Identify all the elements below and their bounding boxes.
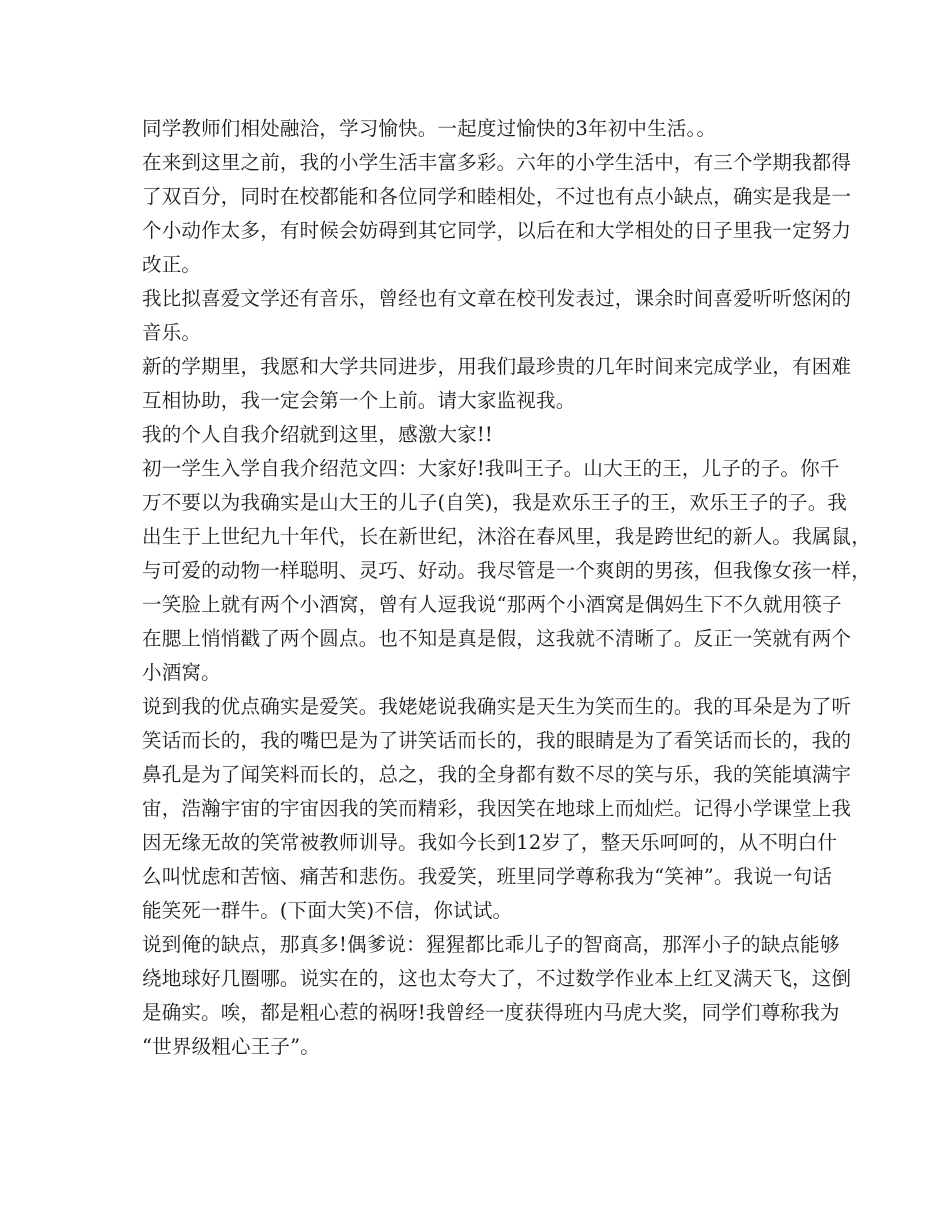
text-line: 是确实。唉，都是粗心惹的祸呀!我曾经一度获得班内马虎大奖，同学们尊称我为: [142, 1001, 840, 1024]
text-line: 了双百分，同时在校都能和各位同学和睦相处，不过也有点小缺点，确实是我是一: [142, 185, 852, 208]
text-line: 绕地球好几圈哪。说实在的，这也太夸大了，不过数学作业本上红叉满天飞，这倒: [142, 967, 852, 990]
text-line: 新的学期里，我愿和大学共同进步，用我们最珍贵的几年时间来完成学业，有困难: [142, 355, 852, 378]
text-line: 我比拟喜爱文学还有音乐，曾经也有文章在校刊发表过，课余时间喜爱听听悠闲的: [142, 287, 852, 310]
text-line: 小酒窝。: [142, 661, 221, 684]
text-line: 我的个人自我介绍就到这里，感激大家!!: [142, 423, 493, 446]
text-line: 互相协助，我一定会第一个上前。请大家监视我。: [142, 389, 576, 412]
text-line: 因无缘无故的笑常被教师训导。我如今长到12岁了，整天乐呵呵的，从不明白什: [142, 831, 838, 854]
text-line: 说到我的优点确实是爱笑。我姥姥说我确实是天生为笑而生的。我的耳朵是为了听: [142, 695, 852, 718]
text-line: 一笑脸上就有两个小酒窝，曾有人逗我说“那两个小酒窝是偶妈生下不久就用筷子: [142, 593, 842, 616]
text-line: 宙，浩瀚宇宙的宇宙因我的笑而精彩，我因笑在地球上而灿烂。记得小学课堂上我: [142, 797, 852, 820]
text-line: 笑话而长的，我的嘴巴是为了讲笑话而长的，我的眼睛是为了看笑话而长的，我的: [142, 729, 852, 752]
text-line: 与可爱的动物一样聪明、灵巧、好动。我尽管是一个爽朗的男孩，但我像女孩一样，: [142, 559, 871, 582]
text-line: 改正。: [142, 253, 202, 276]
text-line: 出生于上世纪九十年代，长在新世纪，沐浴在春风里，我是跨世纪的新人。我属鼠，: [142, 525, 871, 548]
text-line: 说到俺的缺点，那真多!偶爹说：猩猩都比乖儿子的智商高，那浑小子的缺点能够: [142, 933, 840, 956]
text-line: 初一学生入学自我介绍范文四：大家好!我叫王子。山大王的王，儿子的子。你千: [142, 457, 840, 480]
text-line: 鼻孔是为了闻笑料而长的，总之，我的全身都有数不尽的笑与乐，我的笑能填满宇: [142, 763, 852, 786]
document-body: [142, 112, 871, 1064]
text-line: 在来到这里之前，我的小学生活丰富多彩。六年的小学生活中，有三个学期我都得: [142, 151, 852, 174]
text-line: 么叫忧虑和苦恼、痛苦和悲伤。我爱笑，班里同学尊称我为“笑神”。我说一句话: [142, 865, 833, 888]
text-line: 在腮上悄悄戳了两个圆点。也不知是真是假，这我就不清晰了。反正一笑就有两个: [142, 627, 852, 650]
text-line: 个小动作太多，有时候会妨碍到其它同学，以后在和大学相处的日子里我一定努力: [142, 219, 852, 242]
text-line: “世界级粗心王子”。: [142, 1035, 320, 1058]
text-line: 万不要以为我确实是山大王的儿子(自笑)，我是欢乐王子的王，欢乐王子的子。我: [142, 491, 848, 514]
text-line: 能笑死一群牛。(下面大笑)不信，你试试。: [142, 899, 513, 922]
text-line: 同学教师们相处融洽，学习愉快。一起度过愉快的3年初中生活。。: [142, 117, 717, 140]
text-line: 音乐。: [142, 321, 202, 344]
